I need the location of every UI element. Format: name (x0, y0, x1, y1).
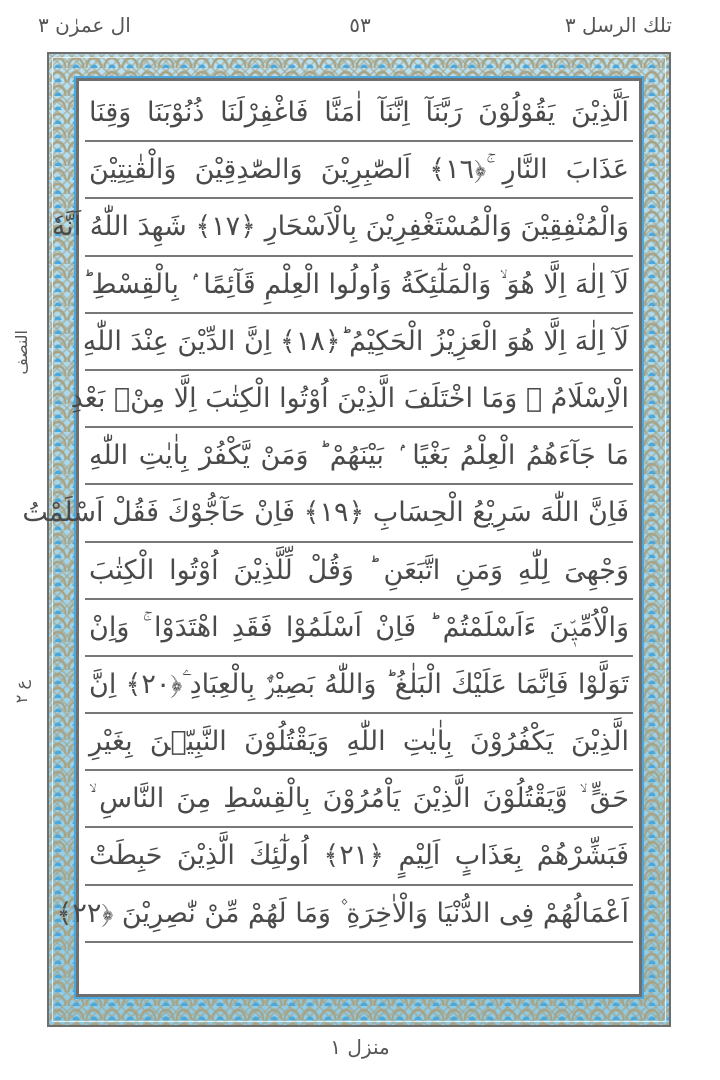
verse-line: حَقٍّ ۙ وَّيَقْتُلُوْنَ الَّذِيْنَ يَاْمُرُوْنَ بِالْقِسْطِ مِنَ النَّاسِ ۙ (85, 771, 633, 828)
verse-line: لَآ اِلٰهَ اِلَّا هُوَ ۙ وَالْمَلٰٓئِكَةُ وَاُولُوا الْعِلْمِ قَآئِمًا ۢ بِالْقِسْطِ ؕ (85, 257, 633, 314)
half-juz-marker: النصف (12, 330, 31, 375)
verse-line: وَالْمُنْفِقِيْنَ وَالْمُسْتَغْفِرِيْنَ بِالْاَسْحَارِ ﴿١٧﴾ شَهِدَ اللّٰهُ اَنَّهٗ (85, 199, 633, 256)
page-number: ٥٣ (349, 13, 371, 37)
verse-line: الَّذِيْنَ يَكْفُرُوْنَ بِاٰيٰتِ اللّٰهِ وَيَقْتُلُوْنَ النَّبِيّٖنَ بِغَيْرِ (85, 714, 633, 771)
ruku-marker: ع ٢ (12, 680, 31, 704)
verse-line: لَآ اِلٰهَ اِلَّا هُوَ الْعَزِيْزُ الْحَكِيْمُ ؕ﴿١٨﴾ اِنَّ الدِّيْنَ عِنْدَ اللّٰهِ (85, 314, 633, 371)
verse-line: فَاِنَّ اللّٰهَ سَرِيْعُ الْحِسَابِ ﴿١٩﴾ فَاِنْ حَآجُّوْكَ فَقُلْ اَسْلَمْتُ (85, 485, 633, 542)
manzil-label: منزل ١ (330, 1035, 390, 1059)
verse-line: وَجْهِىَ لِلّٰهِ وَمَنِ اتَّبَعَنِ ؕ وَقُلْ لِّلَّذِيْنَ اُوْتُوا الْكِتٰبَ (85, 543, 633, 600)
text-panel (22, 78, 642, 997)
surah-name: ال عمرٰن ٣ (38, 13, 131, 37)
verse-line-empty (85, 943, 633, 1000)
page-header (0, 8, 720, 42)
verse-lines (22, 85, 633, 990)
verse-line: تَوَلَّوْا فَاِنَّمَا عَلَيْكَ الْبَلٰغُ ؕ وَاللّٰهُ بَصِيْرٌۢ بِالْعِبَادِ ۧ﴿٢٠﴾ اِنَّ (85, 657, 633, 714)
verse-line: وَالْاُمِّيّٖنَ ءَاَسْلَمْتُمْ ؕ فَاِنْ اَسْلَمُوْا فَقَدِ اهْتَدَوْا ۚ وَاِنْ (85, 600, 633, 657)
juz-name: تلك الرسل ٣ (564, 13, 672, 37)
verse-line: اَعْمَالُهُمْ فِى الدُّنْيَا وَالْاٰخِرَةِ ۫ وَمَا لَهُمْ مِّنْ نّٰصِرِيْنَ ﴿٢٢﴾ (85, 886, 633, 943)
decorative-border (22, 52, 671, 1027)
verse-line: الْاِسْلَامُ ۟ وَمَا اخْتَلَفَ الَّذِيْنَ اُوْتُوا الْكِتٰبَ اِلَّا مِنْۢ بَعْدِ (85, 371, 633, 428)
verse-line: اَلَّذِيْنَ يَقُوْلُوْنَ رَبَّنَآ اِنَّنَآ اٰمَنَّا فَاغْفِرْلَنَا ذُنُوْبَنَا وَقِنَا (85, 85, 633, 142)
verse-line: فَبَشِّرْهُمْ بِعَذَابٍ اَلِيْمٍ ﴿٢١﴾ اُولٰٓئِكَ الَّذِيْنَ حَبِطَتْ (85, 828, 633, 885)
verse-line: مَا جَآءَهُمُ الْعِلْمُ بَغْيًا ۢ بَيْنَهُمْ ؕ وَمَنْ يَّكْفُرْ بِاٰيٰتِ اللّٰهِ (85, 428, 633, 485)
verse-line: عَذَابَ النَّارِ ۚ﴿١٦﴾ اَلصّٰبِرِيْنَ وَالصّٰدِقِيْنَ وَالْقٰنِتِيْنَ (85, 142, 633, 199)
